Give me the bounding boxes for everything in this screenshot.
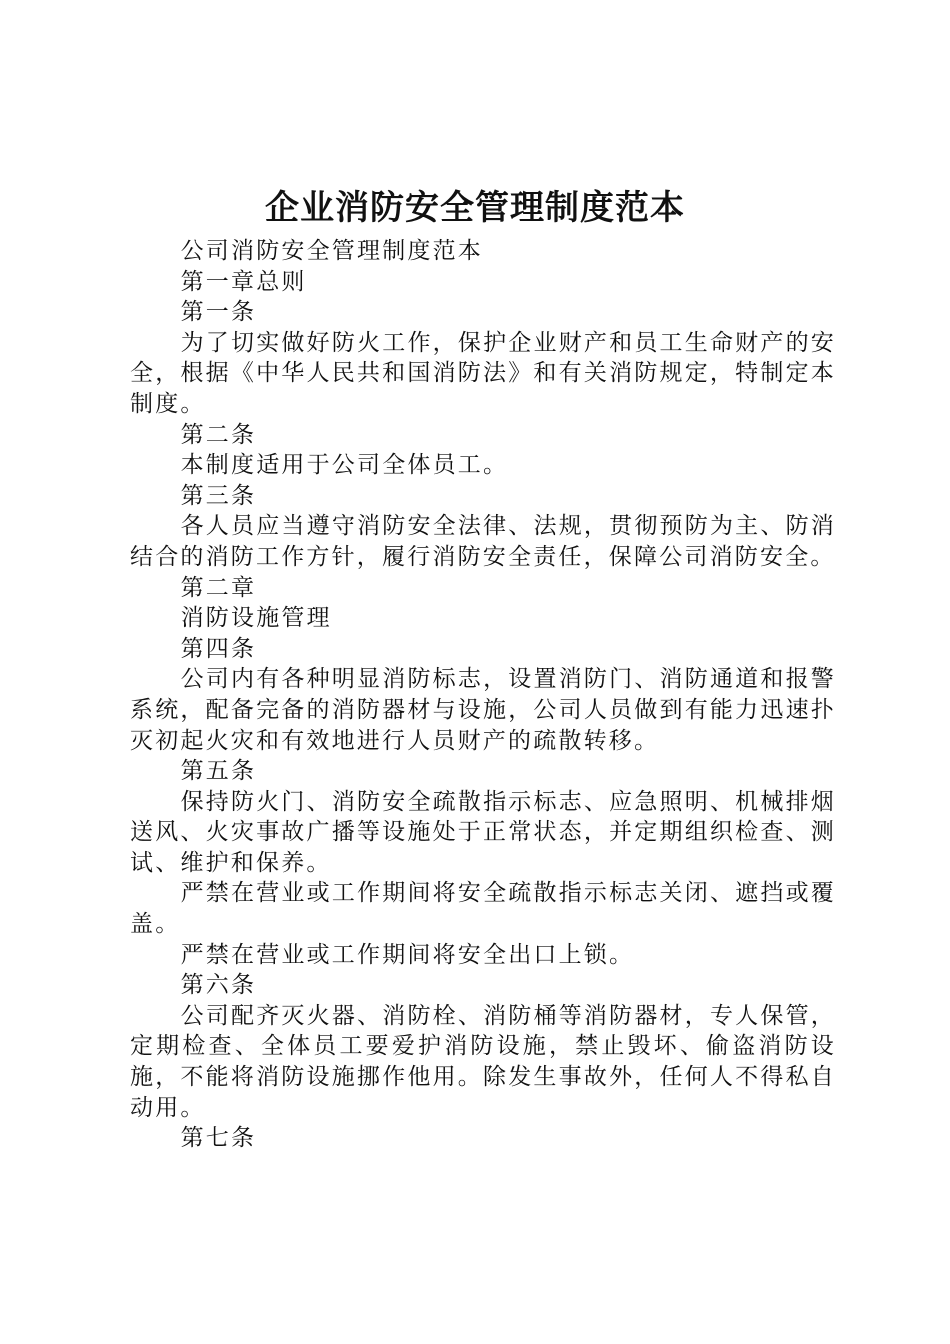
- paragraph-article-2-text: 本制度适用于公司全体员工。: [180, 452, 509, 479]
- paragraph-article-1-text: 为了切实做好防火工作，保护企业财产和员工生命财产的安全，根据《中华人民共和国消防法》和有关消防规定，特制定本制度。: [130, 329, 836, 417]
- paragraph-article-5-text: 保持防火门、消防安全疏散指示标志、应急照明、机械排烟送风、火灾事故广播等设施处于正常状态，并定期组织检查、测试、维护和保养。: [130, 788, 836, 876]
- document-title: 企业消防安全管理制度范本: [265, 188, 685, 228]
- paragraph-article-7-heading: 第七条: [180, 1125, 257, 1152]
- paragraph-article-4-heading: 第四条: [180, 635, 257, 662]
- paragraph-article-4-text: 公司内有各种明显消防标志，设置消防门、消防通道和报警系统，配备完备的消防器材与设施，公司人员做到有能力迅速扑灭初起火灾和有效地进行人员财产的疏散转移。: [130, 666, 836, 754]
- paragraph-chapter-2-heading: 第二章: [180, 574, 257, 601]
- paragraph-chapter-1-heading: 第一章总则: [180, 268, 307, 295]
- paragraph-article-1-heading: 第一条: [180, 299, 257, 326]
- paragraph-article-3-text: 各人员应当遵守消防安全法律、法规，贯彻预防为主、防消结合的消防工作方针，履行消防安全责任，保障公司消防安全。: [130, 513, 836, 570]
- paragraph-article-5-heading: 第五条: [180, 758, 257, 785]
- paragraph-article-3-heading: 第三条: [180, 482, 257, 509]
- document-body: [130, 236, 836, 1154]
- paragraph-article-6-text: 公司配齐灭火器、消防栓、消防桶等消防器材，专人保管，定期检查、全体员工要爱护消防设施，禁止毁坏、偷盗消防设施，不能将消防设施挪作他用。除发生事故外，任何人不得私自动用。: [130, 1002, 836, 1121]
- paragraph-article-2-heading: 第二条: [180, 421, 257, 448]
- paragraph-article-5-rule-1: 严禁在营业或工作期间将安全疏散指示标志关闭、遮挡或覆盖。: [130, 880, 836, 938]
- paragraph-article-6-heading: 第六条: [180, 972, 257, 999]
- paragraph-article-5-rule-2: 严禁在营业或工作期间将安全出口上锁。: [180, 941, 635, 968]
- paragraph-chapter-2-title: 消防设施管理: [180, 605, 332, 632]
- paragraph-doc-subtitle: 公司消防安全管理制度范本: [180, 238, 483, 264]
